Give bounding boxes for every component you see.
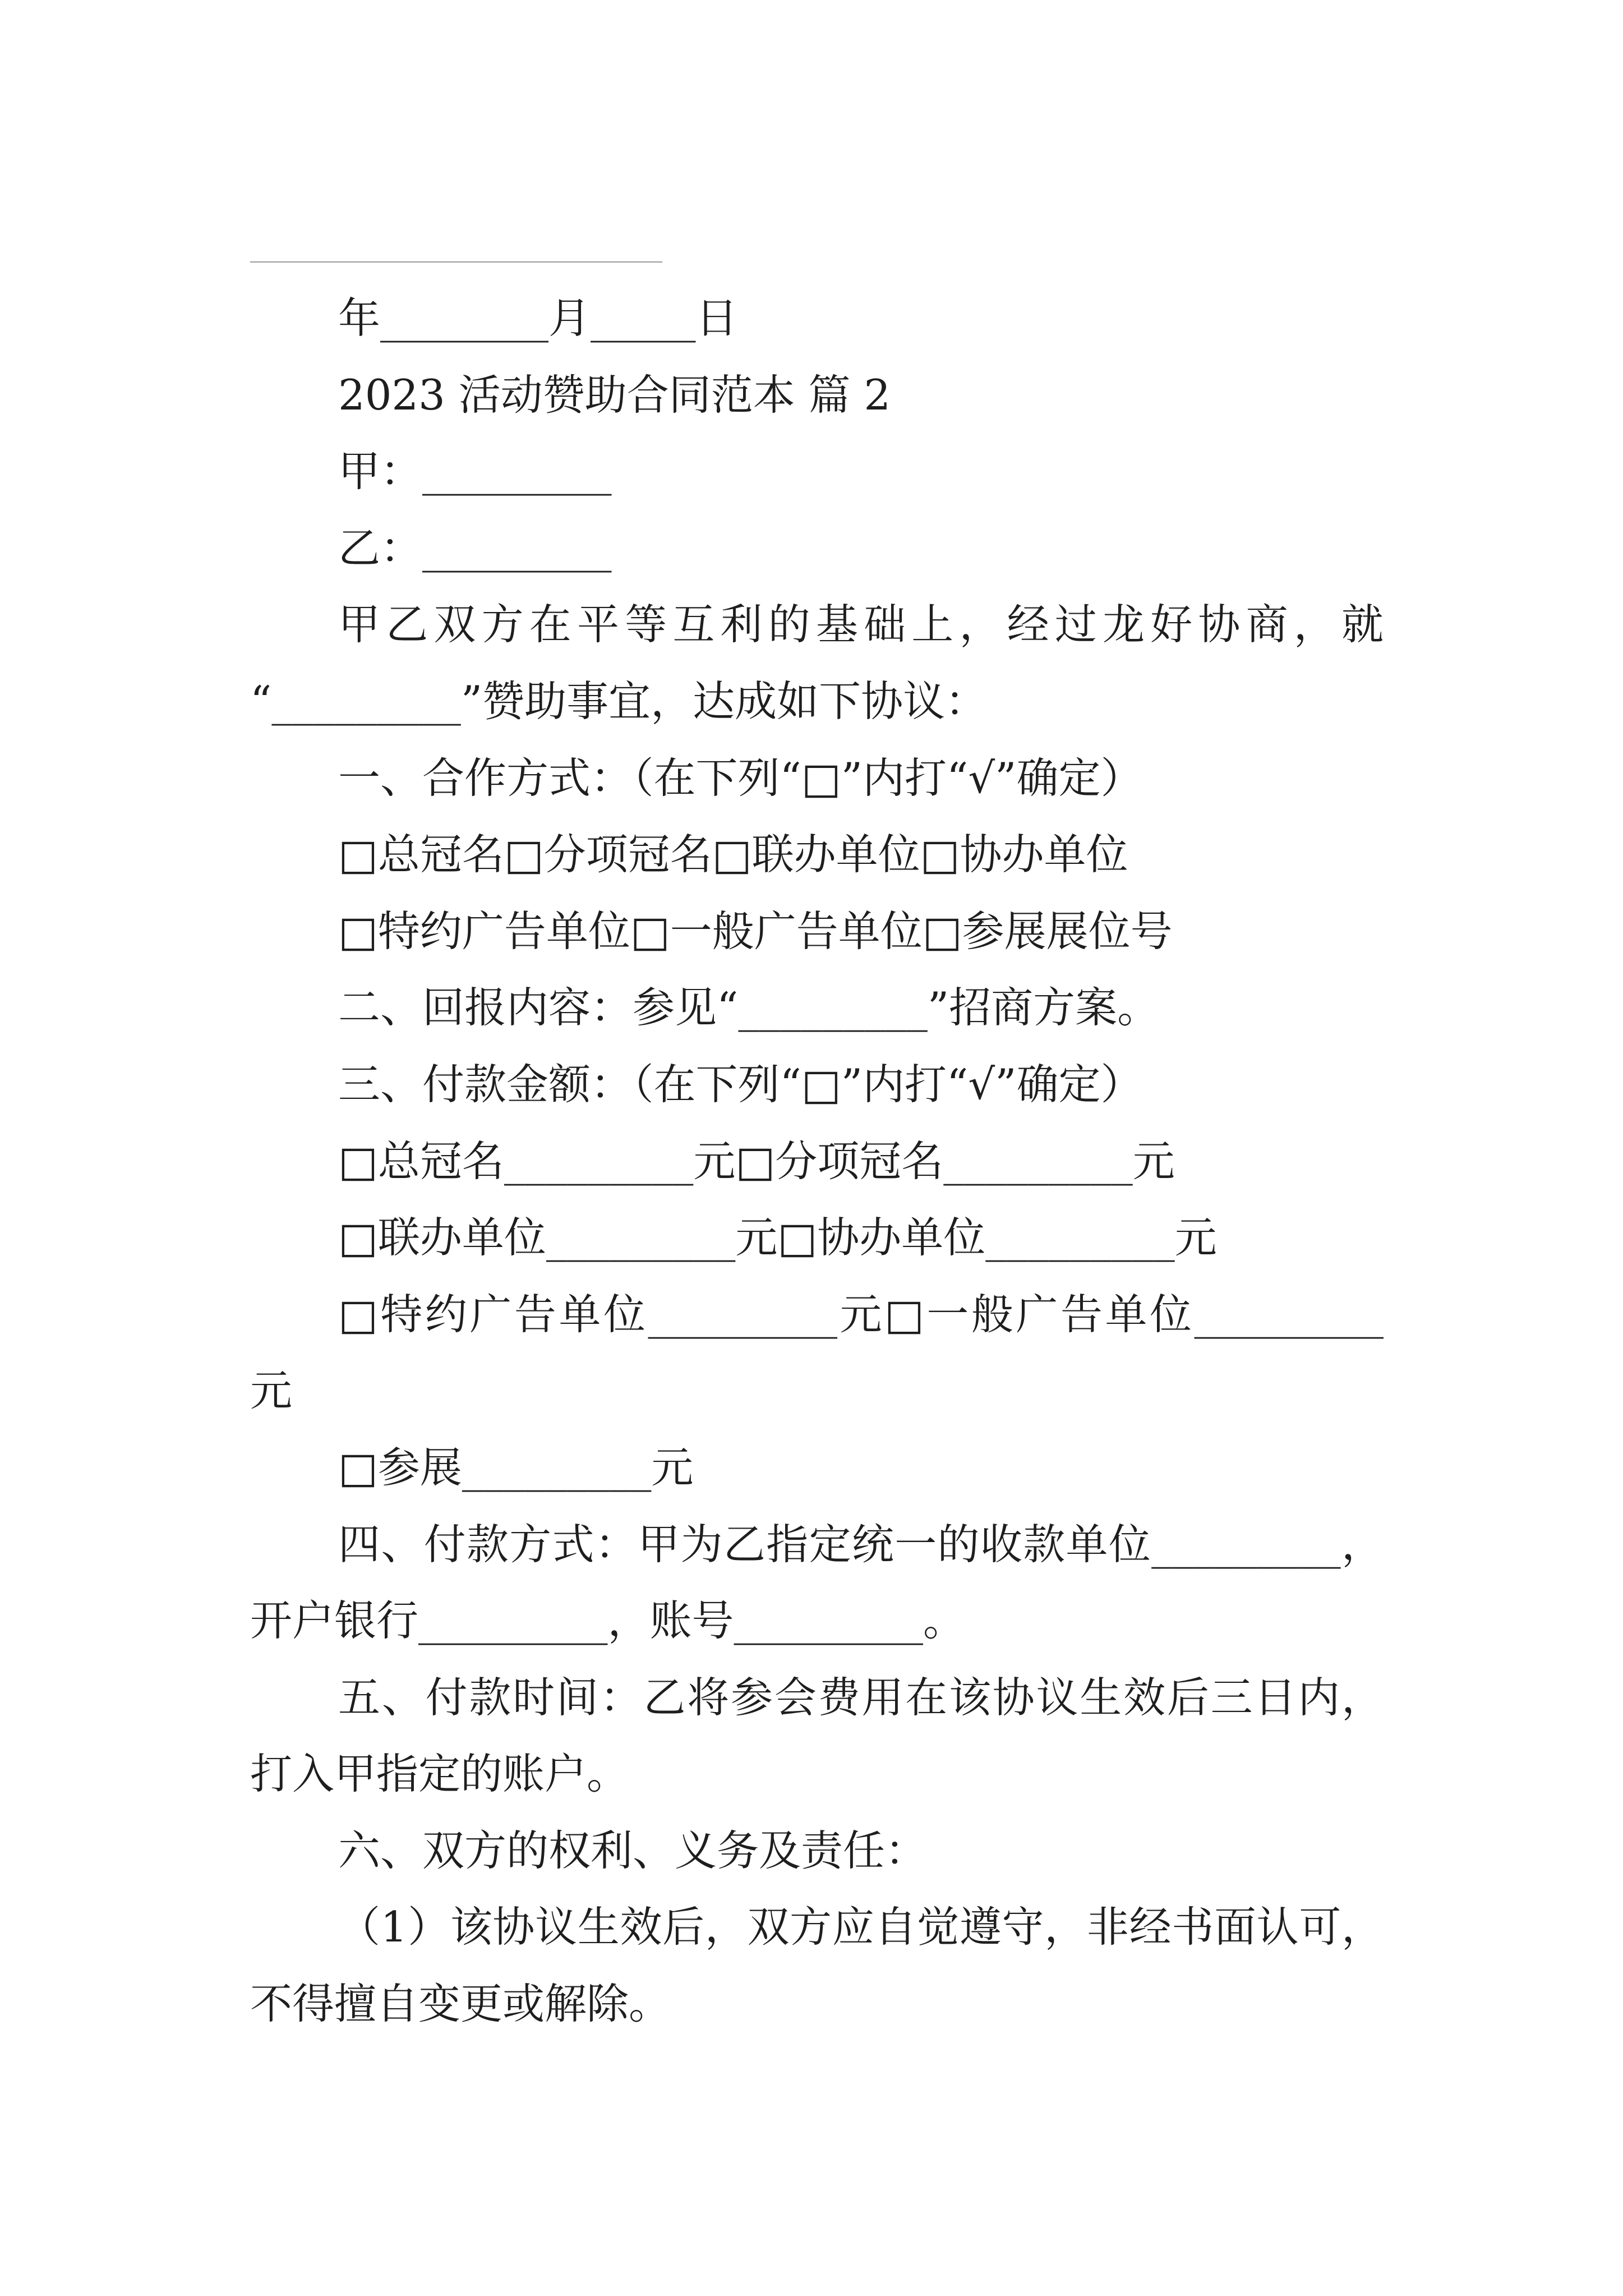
- checkbox-options-line: □特约广告单位□一般广告单位□参展展位号: [338, 906, 1173, 956]
- checkbox-options-line: □总冠名□分项冠名□联办单位□协办单位: [338, 830, 1128, 880]
- clause-heading: 一、合作方式：（在下列“□”内打“√”确定）: [338, 753, 1143, 803]
- clause-heading: 二、回报内容：参见“_________”招商方案。: [338, 983, 1160, 1033]
- sub-clause-line: （1）该协议生效后，双方应自觉遵守，非经书面认可，: [338, 1902, 1384, 1952]
- clause-heading: 五、付款时间：乙将参会费用在该协议生效后三日内，: [338, 1672, 1384, 1722]
- text-line: 开户银行_________，账号_________。: [250, 1596, 966, 1646]
- text-line: 打入甲指定的账户。: [250, 1749, 629, 1799]
- payment-amount-line: □总冠名_________元□分项冠名_________元: [338, 1136, 1175, 1186]
- section-title: 2023 活动赞助合同范本 篇 2: [338, 370, 891, 420]
- payment-amount-line: □特约广告单位_________元□一般广告单位_________: [338, 1289, 1384, 1339]
- party-b-line: 乙：_________: [338, 523, 612, 573]
- clause-heading: 三、付款金额：（在下列“□”内打“√”确定）: [338, 1059, 1143, 1109]
- text-line: 元: [250, 1366, 293, 1416]
- text-line: 不得擅自变更或解除。: [250, 1979, 671, 2029]
- document-body: [250, 280, 1384, 2042]
- payment-amount-line: □联办单位_________元□协办单位_________元: [338, 1213, 1217, 1263]
- clause-heading: 六、双方的权利、义务及责任：: [338, 1825, 928, 1875]
- signature-rule: [250, 261, 662, 263]
- party-a-line: 甲：_________: [338, 447, 612, 496]
- date-line: 年________月_____日: [338, 293, 738, 343]
- payment-amount-line: □参展_________元: [338, 1442, 694, 1492]
- text-line: “_________”赞助事宜，达成如下协议：: [250, 676, 988, 726]
- clause-heading: 四、付款方式：甲为乙指定统一的收款单位_________，: [338, 1519, 1384, 1569]
- text-line: 甲乙双方在平等互利的基础上，经过龙好协商，就: [338, 600, 1384, 650]
